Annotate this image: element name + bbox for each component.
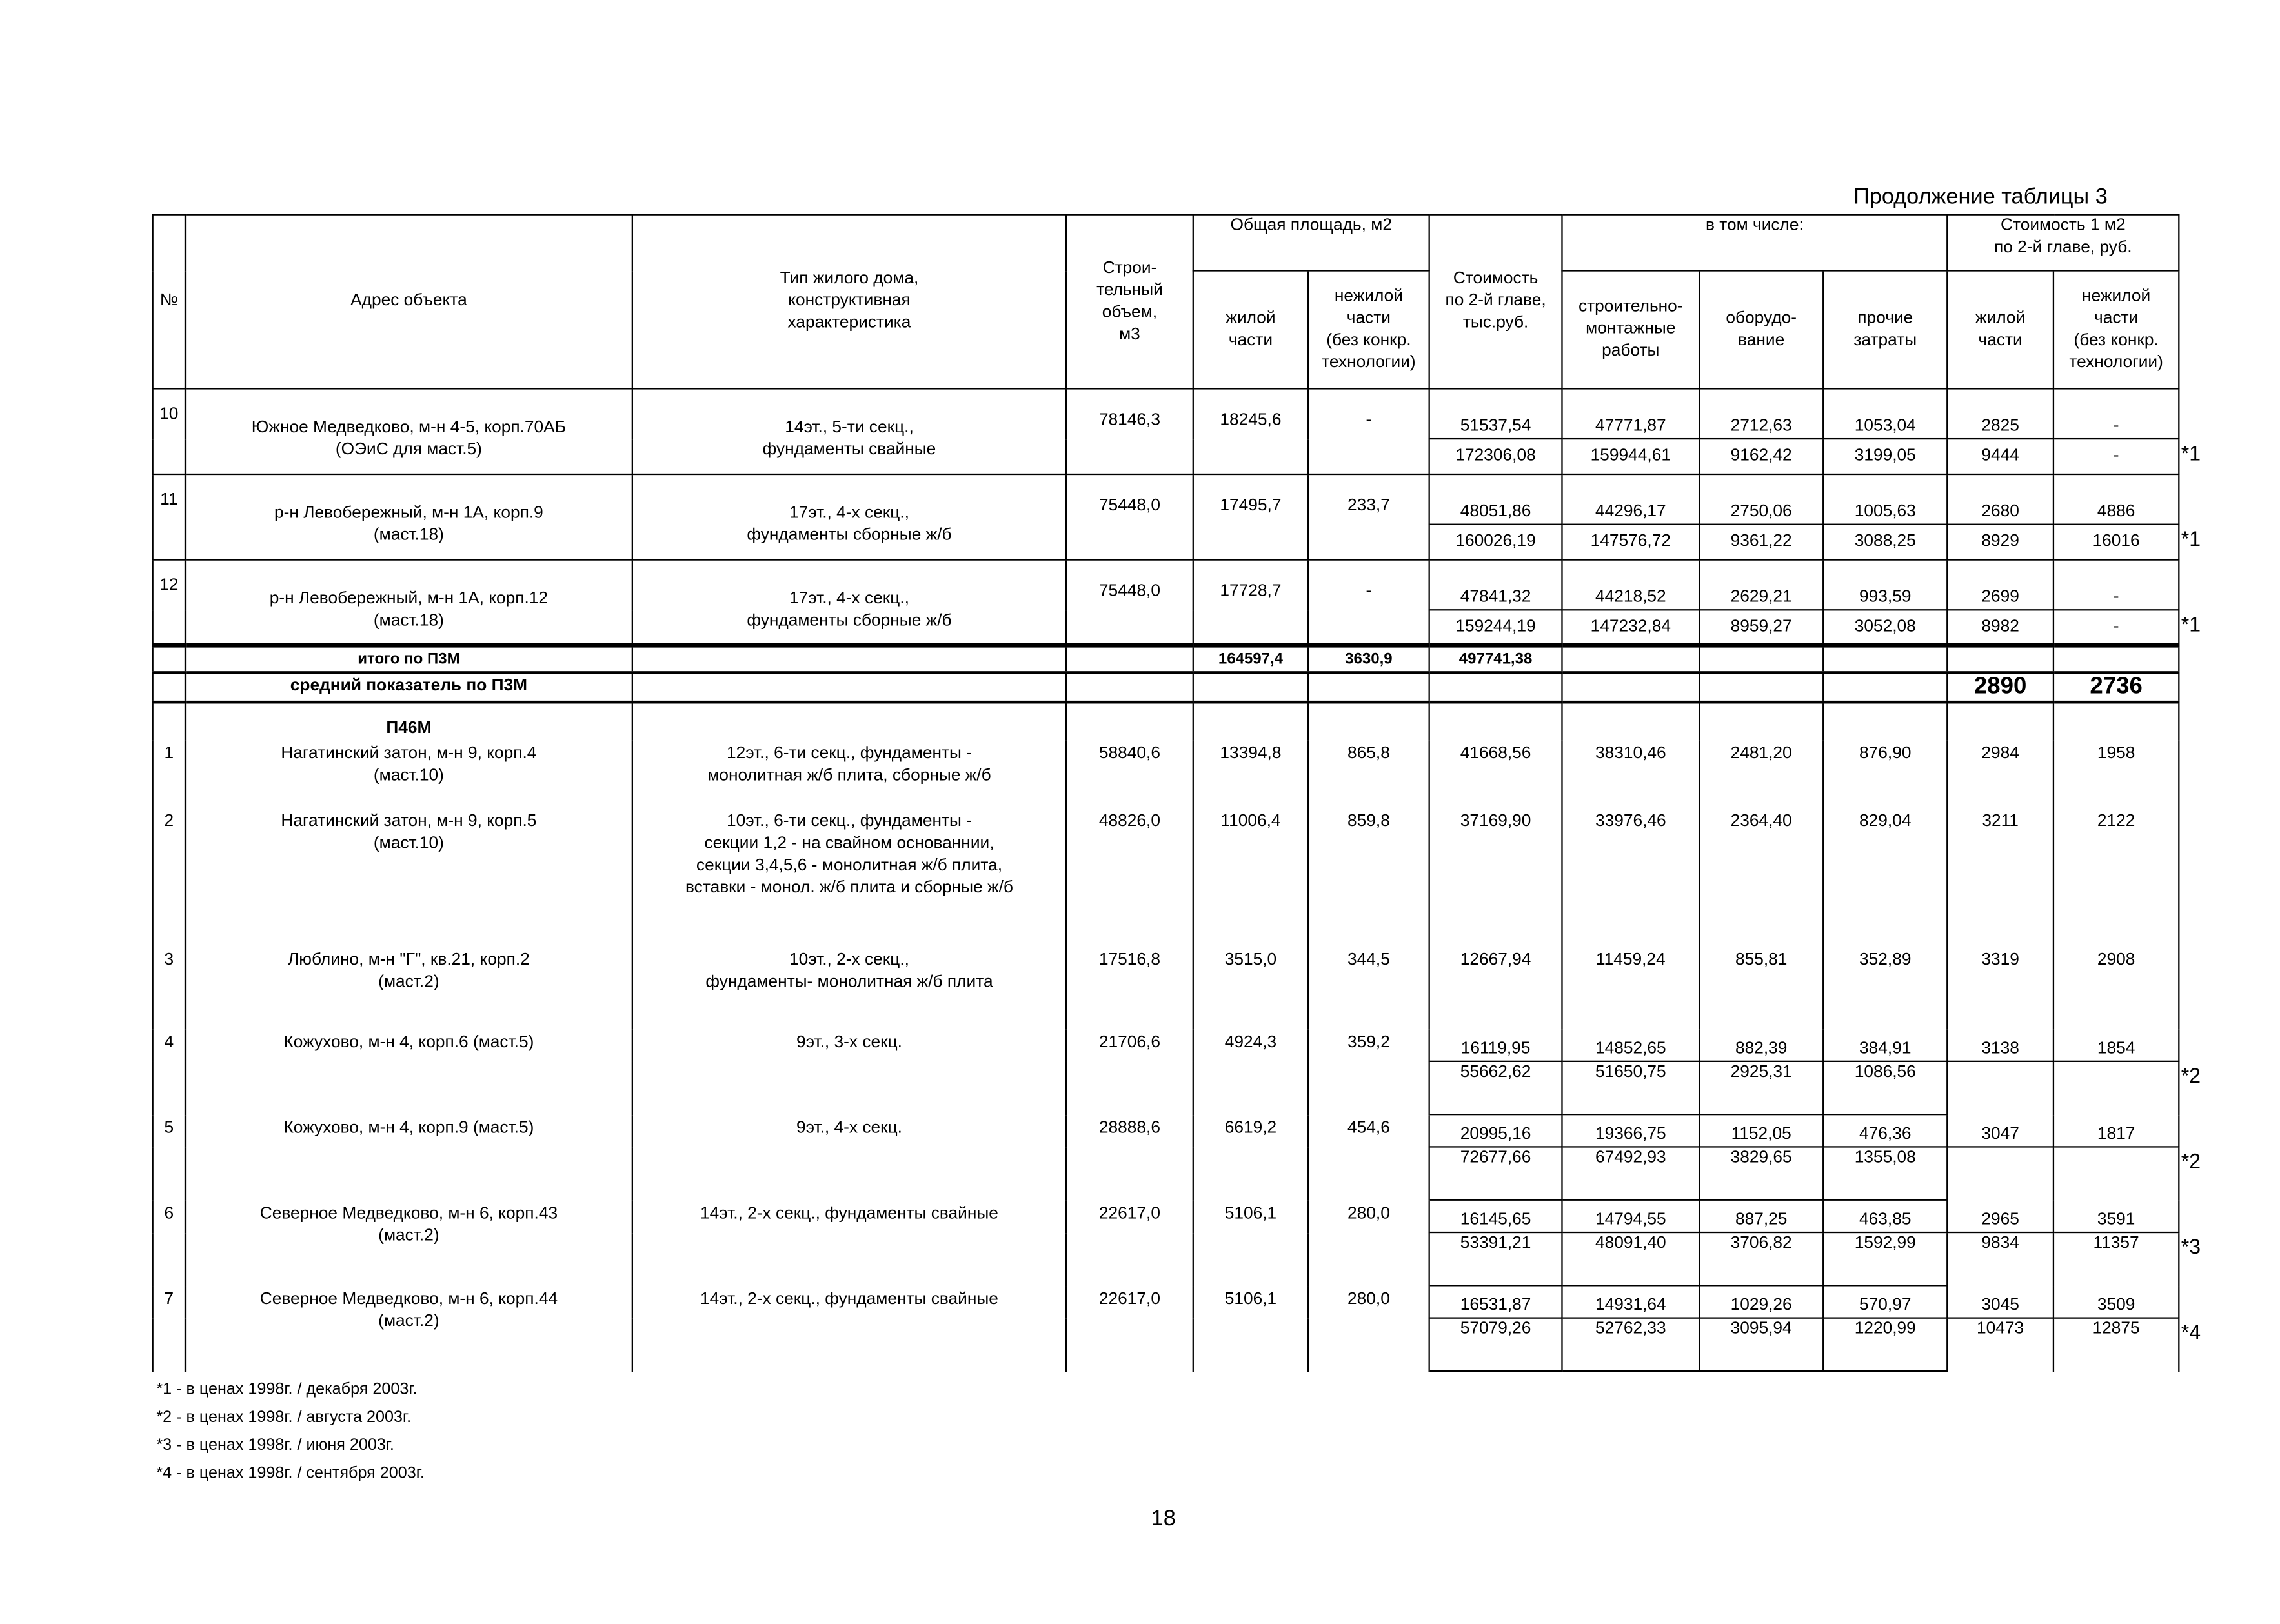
row-type: 17эт., 4-х секц., [632, 474, 1066, 525]
row-value-alt: 9834 [1947, 1232, 2053, 1285]
row-nonresidential-area: 859,8 [1308, 808, 1429, 947]
average-empty [1193, 672, 1308, 701]
row-value-alt: 11357 [2053, 1232, 2179, 1285]
row-value-alt: 1086,56 [1823, 1061, 1947, 1114]
row-value: 1152,05 [1699, 1114, 1823, 1147]
row-value: 3045 [1947, 1285, 2053, 1318]
row-value-alt: 3199,05 [1823, 439, 1947, 474]
header-cost-residential: жилой части [1947, 270, 2053, 388]
row-residential-area: 13394,8 [1193, 739, 1308, 807]
total-nonresidential-area: 3630,9 [1308, 645, 1429, 672]
row-type: 10эт., 6-ти секц., фундаменты - секции 1,2 - на свайном основаннии, секции 3,4,5,6 - монолитная ж/б плита, вставки - монол. ж/б плита и сборные ж/б [632, 808, 1066, 947]
row-value-alt: 159944,61 [1562, 439, 1699, 474]
row-volume: 28888,6 [1066, 1114, 1193, 1200]
row-value: 44296,17 [1562, 474, 1699, 525]
total-label: итого по П3М [185, 645, 632, 672]
row-value: 16531,87 [1429, 1285, 1562, 1318]
row-value-alt [1947, 1061, 2053, 1114]
row-residential-area: 18245,6 [1193, 388, 1308, 474]
total-empty [1823, 645, 1947, 672]
row-nonresidential-area: - [1308, 560, 1429, 646]
total-empty [1947, 645, 2053, 672]
row-value-alt: - [2053, 610, 2179, 645]
average-empty [1066, 672, 1193, 701]
row-volume: 58840,6 [1066, 739, 1193, 807]
header-residential: жилой части [1193, 270, 1308, 388]
row-value: 3319 [1947, 947, 2053, 1029]
row-value-alt: 9444 [1947, 439, 2053, 474]
row-value-alt: 9361,22 [1699, 525, 1823, 560]
row-value-alt: 9162,42 [1699, 439, 1823, 474]
row-value: 1854 [2053, 1029, 2179, 1061]
row-type: 12эт., 6-ти секц., фундаменты - монолитная ж/б плита, сборные ж/б [632, 739, 1066, 807]
row-value-alt: 10473 [1947, 1318, 2053, 1371]
table-row [153, 474, 2179, 525]
row-value: 19366,75 [1562, 1114, 1699, 1147]
row-value: 1005,63 [1823, 474, 1947, 525]
header-incl: в том числе: [1562, 215, 1947, 271]
average-label: средний показатель по П3М [185, 672, 632, 701]
row-value: 2712,63 [1699, 388, 1823, 439]
row-value: 855,81 [1699, 947, 1823, 1029]
row-volume: 78146,3 [1066, 388, 1193, 474]
row-residential-area: 17495,7 [1193, 474, 1308, 560]
row-volume: 75448,0 [1066, 560, 1193, 646]
total-residential-area: 164597,4 [1193, 645, 1308, 672]
row-footnote-mark: *2 [2181, 1063, 2201, 1087]
row-value: 887,25 [1699, 1200, 1823, 1232]
row-type: 10эт., 2-х секц., фундаменты- монолитная ж/б плита [632, 947, 1066, 1029]
row-value-alt: 160026,19 [1429, 525, 1562, 560]
header-cost: Стоимость по 2-й главе, тыс.руб. [1429, 215, 1562, 389]
row-value-alt: 53391,21 [1429, 1232, 1562, 1285]
table-row [153, 1114, 2179, 1147]
row-value: 876,90 [1823, 739, 1947, 807]
row-address: Нагатинский затон, м-н 9, корп.5 (маст.10) [185, 808, 632, 947]
total-empty [1562, 645, 1699, 672]
average-empty [1699, 672, 1823, 701]
row-value-alt: 3088,25 [1823, 525, 1947, 560]
row-address: Кожухово, м-н 4, корп.6 (маст.5) [185, 1029, 632, 1115]
row-value-alt: 12875 [2053, 1318, 2179, 1371]
row-value-alt: 55662,62 [1429, 1061, 1562, 1114]
row-value: 1053,04 [1823, 388, 1947, 439]
row-address: Северное Медведково, м-н 6, корп.44 (маст.2) [185, 1285, 632, 1371]
row-residential-area: 3515,0 [1193, 947, 1308, 1029]
row-value-alt: 67492,93 [1562, 1147, 1699, 1199]
footnote: *1 - в ценах 1998г. / декабря 2003г. [156, 1380, 418, 1399]
row-address: р-н Левобережный, м-н 1А, корп.9 [185, 474, 632, 525]
row-value: 476,36 [1823, 1114, 1947, 1147]
row-number: 6 [153, 1200, 185, 1286]
row-nonresidential-area: 233,7 [1308, 474, 1429, 560]
table-row [153, 388, 2179, 439]
header-address: Адрес объекта [185, 215, 632, 389]
average-residential: 2890 [1947, 672, 2053, 701]
cost-table [152, 214, 2180, 1372]
row-value: 2825 [1947, 388, 2053, 439]
row-volume: 22617,0 [1066, 1200, 1193, 1286]
row-value-alt: 2925,31 [1699, 1061, 1823, 1114]
average-num [153, 672, 185, 701]
row-value-alt: 3706,82 [1699, 1232, 1823, 1285]
average-nonresidential: 2736 [2053, 672, 2179, 701]
row-value: 1958 [2053, 739, 2179, 807]
row-value: 882,39 [1699, 1029, 1823, 1061]
header-cost-nonresidential: нежилой части (без конкр. технологии) [2053, 270, 2179, 388]
row-value: 2481,20 [1699, 739, 1823, 807]
row-volume: 22617,0 [1066, 1285, 1193, 1371]
table-row [153, 560, 2179, 610]
row-number: 7 [153, 1285, 185, 1371]
row-value-alt: - [2053, 439, 2179, 474]
row-value: 20995,16 [1429, 1114, 1562, 1147]
row-value: 14852,65 [1562, 1029, 1699, 1061]
row-value-alt: 52762,33 [1562, 1318, 1699, 1371]
section-title: П46М [185, 701, 632, 739]
row-nonresidential-area: 454,6 [1308, 1114, 1429, 1200]
row-value: 463,85 [1823, 1200, 1947, 1232]
row-value-alt: 3052,08 [1823, 610, 1947, 645]
row-value: 2699 [1947, 560, 2053, 610]
row-residential-area: 11006,4 [1193, 808, 1308, 947]
row-number: 11 [153, 474, 185, 560]
total-empty [2053, 645, 2179, 672]
row-address: р-н Левобережный, м-н 1А, корп.12 [185, 560, 632, 610]
average-empty [632, 672, 1066, 701]
row-number: 2 [153, 808, 185, 947]
row-footnote-mark: *1 [2181, 441, 2201, 465]
row-value: 2364,40 [1699, 808, 1823, 947]
row-value: 3509 [2053, 1285, 2179, 1318]
header-type: Тип жилого дома, конструктивная характеристика [632, 215, 1066, 389]
row-value: 2680 [1947, 474, 2053, 525]
row-residential-area: 4924,3 [1193, 1029, 1308, 1115]
row-nonresidential-area: 280,0 [1308, 1200, 1429, 1286]
row-value: 829,04 [1823, 808, 1947, 947]
row-number: 1 [153, 739, 185, 807]
row-address: Кожухово, м-н 4, корп.9 (маст.5) [185, 1114, 632, 1200]
row-residential-area: 17728,7 [1193, 560, 1308, 646]
row-residential-area: 5106,1 [1193, 1285, 1308, 1371]
header-nonresidential: нежилой части (без конкр. технологии) [1308, 270, 1429, 388]
header-equipment: оборудо- вание [1699, 270, 1823, 388]
row-value: 37169,90 [1429, 808, 1562, 947]
header-other: прочие затраты [1823, 270, 1947, 388]
row-value-alt: 51650,75 [1562, 1061, 1699, 1114]
row-value: 16119,95 [1429, 1029, 1562, 1061]
row-value-alt: 3829,65 [1699, 1147, 1823, 1199]
row-volume: 75448,0 [1066, 474, 1193, 560]
row-address: Нагатинский затон, м-н 9, корп.4 (маст.10) [185, 739, 632, 807]
row-value: 993,59 [1823, 560, 1947, 610]
total-num [153, 645, 185, 672]
row-number: 5 [153, 1114, 185, 1200]
row-value: 14794,55 [1562, 1200, 1699, 1232]
row-value: 2965 [1947, 1200, 2053, 1232]
row-value-alt: 8929 [1947, 525, 2053, 560]
row-volume: 48826,0 [1066, 808, 1193, 947]
average-empty [1429, 672, 1562, 701]
row-value: 2750,06 [1699, 474, 1823, 525]
row-address: Южное Медведково, м-н 4-5, корп.70АБ [185, 388, 632, 439]
row-number: 4 [153, 1029, 185, 1115]
table-row [153, 739, 2179, 807]
row-address-note: (маст.18) [185, 610, 632, 645]
row-nonresidential-area: 344,5 [1308, 947, 1429, 1029]
header-construction: строительно- монтажные работы [1562, 270, 1699, 388]
page-number: 18 [1151, 1506, 1176, 1531]
total-empty [1066, 645, 1193, 672]
row-value: 384,91 [1823, 1029, 1947, 1061]
table-caption: Продолжение таблицы 3 [1853, 184, 2108, 210]
average-empty [1823, 672, 1947, 701]
row-footnote-mark: *4 [2181, 1320, 2201, 1344]
row-type-note: фундаменты сборные ж/б [632, 610, 1066, 645]
row-residential-area: 5106,1 [1193, 1200, 1308, 1286]
header-volume: Строи- тельный объем, м3 [1066, 215, 1193, 389]
row-value: 3211 [1947, 808, 2053, 947]
row-value-alt: 48091,40 [1562, 1232, 1699, 1285]
row-type-note: фундаменты сборные ж/б [632, 525, 1066, 560]
table-row [153, 947, 2179, 1029]
row-value: 14931,64 [1562, 1285, 1699, 1318]
total-empty [632, 645, 1066, 672]
row-nonresidential-area: 865,8 [1308, 739, 1429, 807]
header-num: № [153, 215, 185, 389]
row-type: 14эт., 2-х секц., фундаменты свайные [632, 1285, 1066, 1371]
row-value: 2908 [2053, 947, 2179, 1029]
row-value-alt: 72677,66 [1429, 1147, 1562, 1199]
row-value-alt: 3095,94 [1699, 1318, 1823, 1371]
row-value-alt: 16016 [2053, 525, 2179, 560]
row-footnote-mark: *1 [2181, 526, 2201, 550]
row-type-note: фундаменты свайные [632, 439, 1066, 474]
row-value: 3138 [1947, 1029, 2053, 1061]
row-number: 3 [153, 947, 185, 1029]
row-value: 38310,46 [1562, 739, 1699, 807]
row-value: - [2053, 560, 2179, 610]
row-value: 3047 [1947, 1114, 2053, 1147]
row-type: 17эт., 4-х секц., [632, 560, 1066, 610]
row-value: - [2053, 388, 2179, 439]
row-value-alt: 159244,19 [1429, 610, 1562, 645]
row-value: 12667,94 [1429, 947, 1562, 1029]
row-value-alt: 8959,27 [1699, 610, 1823, 645]
table-row [153, 1029, 2179, 1061]
row-value: 4886 [2053, 474, 2179, 525]
row-value: 570,97 [1823, 1285, 1947, 1318]
row-value-alt: 147232,84 [1562, 610, 1699, 645]
row-value: 48051,86 [1429, 474, 1562, 525]
table-row [153, 1200, 2179, 1232]
row-value-alt: 1592,99 [1823, 1232, 1947, 1285]
footnote: *2 - в ценах 1998г. / августа 2003г. [156, 1408, 412, 1427]
row-number: 10 [153, 388, 185, 474]
row-nonresidential-area: 359,2 [1308, 1029, 1429, 1115]
row-value: 33976,46 [1562, 808, 1699, 947]
row-value-alt: 172306,08 [1429, 439, 1562, 474]
row-volume: 21706,6 [1066, 1029, 1193, 1115]
row-value-alt: 8982 [1947, 610, 2053, 645]
row-value: 1817 [2053, 1114, 2179, 1147]
table-row [153, 1285, 2179, 1318]
row-value: 1029,26 [1699, 1285, 1823, 1318]
row-footnote-mark: *3 [2181, 1234, 2201, 1259]
row-nonresidential-area: 280,0 [1308, 1285, 1429, 1371]
row-volume: 17516,8 [1066, 947, 1193, 1029]
header-area: Общая площадь, м2 [1193, 215, 1429, 271]
row-value: 3591 [2053, 1200, 2179, 1232]
row-value-alt [2053, 1147, 2179, 1199]
row-address-note: (ОЭиС для маст.5) [185, 439, 632, 474]
row-address: Люблино, м-н "Г", кв.21, корп.2 (маст.2) [185, 947, 632, 1029]
row-value: 41668,56 [1429, 739, 1562, 807]
average-empty [1308, 672, 1429, 701]
row-number: 12 [153, 560, 185, 646]
row-value-alt: 1220,99 [1823, 1318, 1947, 1371]
row-value: 352,89 [1823, 947, 1947, 1029]
row-value: 2629,21 [1699, 560, 1823, 610]
row-value-alt: 1355,08 [1823, 1147, 1947, 1199]
row-type: 9эт., 3-х секц. [632, 1029, 1066, 1115]
row-type: 9эт., 4-х секц. [632, 1114, 1066, 1200]
row-type: 14эт., 2-х секц., фундаменты свайные [632, 1200, 1066, 1286]
average-empty [1562, 672, 1699, 701]
footnote: *3 - в ценах 1998г. / июня 2003г. [156, 1436, 394, 1455]
total-cost: 497741,38 [1429, 645, 1562, 672]
row-value: 47771,87 [1562, 388, 1699, 439]
row-value: 2122 [2053, 808, 2179, 947]
row-footnote-mark: *2 [2181, 1148, 2201, 1173]
table-row [153, 808, 2179, 947]
row-type: 14эт., 5-ти секц., [632, 388, 1066, 439]
row-address-note: (маст.18) [185, 525, 632, 560]
row-value-alt: 57079,26 [1429, 1318, 1562, 1371]
row-value-alt [1947, 1147, 2053, 1199]
row-value: 16145,65 [1429, 1200, 1562, 1232]
total-empty [1699, 645, 1823, 672]
header-cost-per-m2: Стоимость 1 м2 по 2-й главе, руб. [1947, 215, 2179, 271]
row-residential-area: 6619,2 [1193, 1114, 1308, 1200]
row-value: 47841,32 [1429, 560, 1562, 610]
row-value: 44218,52 [1562, 560, 1699, 610]
row-value-alt [2053, 1061, 2179, 1114]
row-nonresidential-area: - [1308, 388, 1429, 474]
row-value: 51537,54 [1429, 388, 1562, 439]
footnote: *4 - в ценах 1998г. / сентября 2003г. [156, 1465, 425, 1483]
row-value: 11459,24 [1562, 947, 1699, 1029]
row-address: Северное Медведково, м-н 6, корп.43 (маст.2) [185, 1200, 632, 1286]
row-footnote-mark: *1 [2181, 612, 2201, 636]
row-value-alt: 147576,72 [1562, 525, 1699, 560]
row-value: 2984 [1947, 739, 2053, 807]
